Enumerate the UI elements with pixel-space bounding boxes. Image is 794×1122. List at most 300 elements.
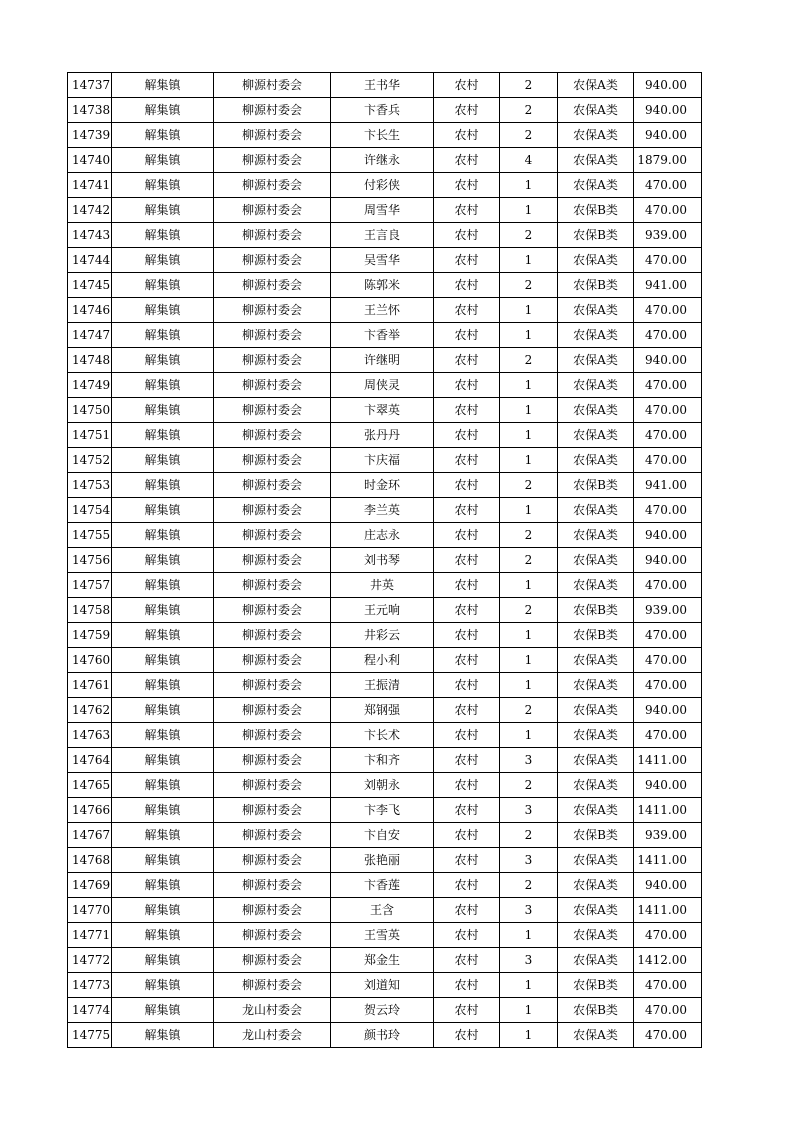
area-type-cell: 农村 [434,823,500,848]
township-cell: 解集镇 [112,773,214,798]
person-name-cell: 程小利 [331,648,434,673]
amount-cell: 1411.00 [634,748,702,773]
table-row [68,698,702,723]
table-row [68,723,702,748]
village-committee-cell: 柳源村委会 [214,548,331,573]
record-id-cell: 14748 [68,348,112,373]
insurance-category-cell: 农保A类 [558,548,634,573]
amount-cell: 1412.00 [634,948,702,973]
amount-cell: 470.00 [634,573,702,598]
household-count-cell: 3 [500,898,558,923]
household-count-cell: 4 [500,148,558,173]
table-row [68,948,702,973]
person-name-cell: 郑钢强 [331,698,434,723]
village-committee-cell: 柳源村委会 [214,948,331,973]
amount-cell: 940.00 [634,523,702,548]
insurance-category-cell: 农保A类 [558,448,634,473]
amount-cell: 470.00 [634,248,702,273]
person-name-cell: 李兰英 [331,498,434,523]
household-count-cell: 1 [500,398,558,423]
person-name-cell: 张艳丽 [331,848,434,873]
person-name-cell: 时金环 [331,473,434,498]
area-type-cell: 农村 [434,523,500,548]
area-type-cell: 农村 [434,848,500,873]
insurance-category-cell: 农保A类 [558,1023,634,1048]
insurance-category-cell: 农保B类 [558,473,634,498]
insurance-category-cell: 农保A类 [558,898,634,923]
area-type-cell: 农村 [434,298,500,323]
household-count-cell: 1 [500,673,558,698]
village-committee-cell: 柳源村委会 [214,348,331,373]
person-name-cell: 庄志永 [331,523,434,548]
record-id-cell: 14740 [68,148,112,173]
village-committee-cell: 龙山村委会 [214,1023,331,1048]
insurance-category-cell: 农保A类 [558,848,634,873]
amount-cell: 470.00 [634,723,702,748]
record-id-cell: 14746 [68,298,112,323]
record-id-cell: 14770 [68,898,112,923]
insurance-category-cell: 农保A类 [558,498,634,523]
person-name-cell: 井彩云 [331,623,434,648]
township-cell: 解集镇 [112,648,214,673]
table-row [68,498,702,523]
table-row [68,623,702,648]
record-id-cell: 14744 [68,248,112,273]
village-committee-cell: 柳源村委会 [214,473,331,498]
village-committee-cell: 柳源村委会 [214,423,331,448]
person-name-cell: 王兰怀 [331,298,434,323]
village-committee-cell: 柳源村委会 [214,398,331,423]
record-id-cell: 14741 [68,173,112,198]
person-name-cell: 刘书琴 [331,548,434,573]
household-count-cell: 1 [500,973,558,998]
household-count-cell: 1 [500,373,558,398]
area-type-cell: 农村 [434,623,500,648]
township-cell: 解集镇 [112,548,214,573]
township-cell: 解集镇 [112,273,214,298]
township-cell: 解集镇 [112,448,214,473]
area-type-cell: 农村 [434,98,500,123]
insurance-category-cell: 农保A类 [558,648,634,673]
household-count-cell: 2 [500,598,558,623]
record-id-cell: 14765 [68,773,112,798]
insurance-category-cell: 农保A类 [558,73,634,98]
table-row [68,598,702,623]
amount-cell: 1411.00 [634,898,702,923]
area-type-cell: 农村 [434,1023,500,1048]
table-body [68,73,702,1048]
amount-cell: 470.00 [634,648,702,673]
household-count-cell: 2 [500,223,558,248]
household-count-cell: 2 [500,473,558,498]
record-id-cell: 14761 [68,673,112,698]
insurance-category-cell: 农保A类 [558,948,634,973]
township-cell: 解集镇 [112,348,214,373]
amount-cell: 940.00 [634,548,702,573]
township-cell: 解集镇 [112,148,214,173]
area-type-cell: 农村 [434,448,500,473]
insurance-category-cell: 农保A类 [558,123,634,148]
area-type-cell: 农村 [434,923,500,948]
household-count-cell: 2 [500,73,558,98]
village-committee-cell: 柳源村委会 [214,273,331,298]
amount-cell: 470.00 [634,198,702,223]
amount-cell: 470.00 [634,998,702,1023]
village-committee-cell: 柳源村委会 [214,923,331,948]
amount-cell: 470.00 [634,623,702,648]
table-row [68,748,702,773]
person-name-cell: 颜书玲 [331,1023,434,1048]
record-id-cell: 14767 [68,823,112,848]
person-name-cell: 卞自安 [331,823,434,848]
household-count-cell: 2 [500,98,558,123]
person-name-cell: 卞长术 [331,723,434,748]
village-committee-cell: 柳源村委会 [214,448,331,473]
table-row [68,173,702,198]
table-row [68,1023,702,1048]
amount-cell: 940.00 [634,698,702,723]
table-row [68,823,702,848]
village-committee-cell: 柳源村委会 [214,248,331,273]
table-row [68,923,702,948]
amount-cell: 939.00 [634,598,702,623]
village-committee-cell: 柳源村委会 [214,848,331,873]
township-cell: 解集镇 [112,198,214,223]
record-id-cell: 14764 [68,748,112,773]
amount-cell: 470.00 [634,373,702,398]
insurance-category-cell: 农保A类 [558,573,634,598]
village-committee-cell: 柳源村委会 [214,598,331,623]
area-type-cell: 农村 [434,873,500,898]
area-type-cell: 农村 [434,148,500,173]
household-count-cell: 1 [500,323,558,348]
record-id-cell: 14766 [68,798,112,823]
insurance-category-cell: 农保B类 [558,623,634,648]
person-name-cell: 卞香莲 [331,873,434,898]
amount-cell: 939.00 [634,823,702,848]
person-name-cell: 陈郭米 [331,273,434,298]
table-row [68,348,702,373]
insurance-category-cell: 农保B类 [558,198,634,223]
area-type-cell: 农村 [434,198,500,223]
area-type-cell: 农村 [434,648,500,673]
table-row [68,448,702,473]
record-id-cell: 14743 [68,223,112,248]
amount-cell: 940.00 [634,98,702,123]
area-type-cell: 农村 [434,498,500,523]
area-type-cell: 农村 [434,723,500,748]
township-cell: 解集镇 [112,248,214,273]
amount-cell: 939.00 [634,223,702,248]
record-id-cell: 14753 [68,473,112,498]
table-row [68,198,702,223]
record-id-cell: 14739 [68,123,112,148]
table-row [68,398,702,423]
township-cell: 解集镇 [112,298,214,323]
township-cell: 解集镇 [112,323,214,348]
insurance-category-cell: 农保A类 [558,748,634,773]
insurance-category-cell: 农保B类 [558,998,634,1023]
insurance-category-cell: 农保A类 [558,798,634,823]
area-type-cell: 农村 [434,548,500,573]
amount-cell: 470.00 [634,448,702,473]
person-name-cell: 卞香举 [331,323,434,348]
household-count-cell: 3 [500,848,558,873]
area-type-cell: 农村 [434,973,500,998]
amount-cell: 470.00 [634,673,702,698]
person-name-cell: 卞香兵 [331,98,434,123]
village-committee-cell: 柳源村委会 [214,623,331,648]
amount-cell: 470.00 [634,423,702,448]
record-id-cell: 14747 [68,323,112,348]
village-committee-cell: 柳源村委会 [214,323,331,348]
village-committee-cell: 柳源村委会 [214,148,331,173]
record-id-cell: 14775 [68,1023,112,1048]
amount-cell: 470.00 [634,323,702,348]
village-committee-cell: 柳源村委会 [214,723,331,748]
township-cell: 解集镇 [112,1023,214,1048]
insurance-category-cell: 农保A类 [558,398,634,423]
township-cell: 解集镇 [112,398,214,423]
township-cell: 解集镇 [112,973,214,998]
record-id-cell: 14742 [68,198,112,223]
record-id-cell: 14762 [68,698,112,723]
table-row [68,773,702,798]
table-row [68,98,702,123]
record-id-cell: 14774 [68,998,112,1023]
amount-cell: 941.00 [634,273,702,298]
household-count-cell: 1 [500,998,558,1023]
township-cell: 解集镇 [112,623,214,648]
area-type-cell: 农村 [434,273,500,298]
household-count-cell: 2 [500,348,558,373]
area-type-cell: 农村 [434,223,500,248]
insurance-category-cell: 农保A类 [558,698,634,723]
township-cell: 解集镇 [112,73,214,98]
amount-cell: 940.00 [634,348,702,373]
township-cell: 解集镇 [112,823,214,848]
village-committee-cell: 柳源村委会 [214,373,331,398]
household-count-cell: 1 [500,298,558,323]
insurance-category-cell: 农保A类 [558,173,634,198]
person-name-cell: 许继永 [331,148,434,173]
area-type-cell: 农村 [434,698,500,723]
record-id-cell: 14759 [68,623,112,648]
village-committee-cell: 柳源村委会 [214,748,331,773]
household-count-cell: 1 [500,248,558,273]
household-count-cell: 3 [500,798,558,823]
village-committee-cell: 柳源村委会 [214,973,331,998]
township-cell: 解集镇 [112,998,214,1023]
area-type-cell: 农村 [434,473,500,498]
table-row [68,848,702,873]
table-row [68,648,702,673]
person-name-cell: 卞和齐 [331,748,434,773]
person-name-cell: 卞庆福 [331,448,434,473]
household-count-cell: 2 [500,698,558,723]
insurance-category-cell: 农保A类 [558,148,634,173]
township-cell: 解集镇 [112,373,214,398]
village-committee-cell: 柳源村委会 [214,298,331,323]
area-type-cell: 农村 [434,748,500,773]
household-count-cell: 1 [500,498,558,523]
area-type-cell: 农村 [434,673,500,698]
amount-cell: 1879.00 [634,148,702,173]
insurance-category-cell: 农保A类 [558,423,634,448]
amount-cell: 940.00 [634,123,702,148]
record-id-cell: 14763 [68,723,112,748]
area-type-cell: 农村 [434,898,500,923]
person-name-cell: 王书华 [331,73,434,98]
record-id-cell: 14745 [68,273,112,298]
table-row [68,673,702,698]
person-name-cell: 王含 [331,898,434,923]
table-row [68,873,702,898]
township-cell: 解集镇 [112,173,214,198]
table-row [68,898,702,923]
amount-cell: 470.00 [634,923,702,948]
township-cell: 解集镇 [112,748,214,773]
record-id-cell: 14749 [68,373,112,398]
area-type-cell: 农村 [434,948,500,973]
amount-cell: 470.00 [634,1023,702,1048]
insurance-category-cell: 农保A类 [558,373,634,398]
household-count-cell: 1 [500,423,558,448]
township-cell: 解集镇 [112,598,214,623]
person-name-cell: 郑金生 [331,948,434,973]
person-name-cell: 王雪英 [331,923,434,948]
insurance-category-cell: 农保A类 [558,923,634,948]
record-id-cell: 14758 [68,598,112,623]
table-row [68,73,702,98]
household-count-cell: 2 [500,873,558,898]
record-id-cell: 14755 [68,523,112,548]
household-count-cell: 1 [500,623,558,648]
township-cell: 解集镇 [112,873,214,898]
record-id-cell: 14751 [68,423,112,448]
village-committee-cell: 龙山村委会 [214,998,331,1023]
table-row [68,148,702,173]
insurance-category-cell: 农保B类 [558,273,634,298]
household-count-cell: 3 [500,748,558,773]
village-committee-cell: 柳源村委会 [214,73,331,98]
table-row [68,473,702,498]
record-id-cell: 14737 [68,73,112,98]
township-cell: 解集镇 [112,223,214,248]
insurance-category-cell: 农保A类 [558,523,634,548]
household-count-cell: 1 [500,648,558,673]
insurance-category-cell: 农保B类 [558,973,634,998]
insurance-category-cell: 农保A类 [558,98,634,123]
township-cell: 解集镇 [112,98,214,123]
township-cell: 解集镇 [112,848,214,873]
amount-cell: 470.00 [634,973,702,998]
household-count-cell: 3 [500,948,558,973]
table-row [68,123,702,148]
amount-cell: 1411.00 [634,798,702,823]
record-id-cell: 14738 [68,98,112,123]
township-cell: 解集镇 [112,423,214,448]
area-type-cell: 农村 [434,598,500,623]
village-committee-cell: 柳源村委会 [214,498,331,523]
record-id-cell: 14756 [68,548,112,573]
area-type-cell: 农村 [434,348,500,373]
area-type-cell: 农村 [434,73,500,98]
township-cell: 解集镇 [112,948,214,973]
township-cell: 解集镇 [112,123,214,148]
person-name-cell: 王言良 [331,223,434,248]
record-id-cell: 14760 [68,648,112,673]
roster-table [67,72,702,1048]
area-type-cell: 农村 [434,123,500,148]
village-committee-cell: 柳源村委会 [214,523,331,548]
person-name-cell: 贺云玲 [331,998,434,1023]
insurance-category-cell: 农保A类 [558,873,634,898]
amount-cell: 940.00 [634,873,702,898]
person-name-cell: 卞李飞 [331,798,434,823]
person-name-cell: 卞翠英 [331,398,434,423]
insurance-category-cell: 农保A类 [558,673,634,698]
township-cell: 解集镇 [112,498,214,523]
village-committee-cell: 柳源村委会 [214,673,331,698]
area-type-cell: 农村 [434,373,500,398]
table-row [68,523,702,548]
person-name-cell: 刘朝永 [331,773,434,798]
insurance-category-cell: 农保A类 [558,248,634,273]
township-cell: 解集镇 [112,898,214,923]
household-count-cell: 1 [500,198,558,223]
insurance-category-cell: 农保A类 [558,323,634,348]
township-cell: 解集镇 [112,798,214,823]
record-id-cell: 14772 [68,948,112,973]
table-row [68,998,702,1023]
insurance-category-cell: 农保B类 [558,823,634,848]
amount-cell: 470.00 [634,398,702,423]
insurance-category-cell: 农保B类 [558,598,634,623]
area-type-cell: 农村 [434,998,500,1023]
household-count-cell: 1 [500,448,558,473]
table-row [68,373,702,398]
township-cell: 解集镇 [112,923,214,948]
village-committee-cell: 柳源村委会 [214,98,331,123]
household-count-cell: 1 [500,573,558,598]
amount-cell: 470.00 [634,298,702,323]
village-committee-cell: 柳源村委会 [214,173,331,198]
table-row [68,273,702,298]
person-name-cell: 周雪华 [331,198,434,223]
insurance-category-cell: 农保A类 [558,298,634,323]
area-type-cell: 农村 [434,423,500,448]
person-name-cell: 吴雪华 [331,248,434,273]
village-committee-cell: 柳源村委会 [214,223,331,248]
household-count-cell: 1 [500,723,558,748]
village-committee-cell: 柳源村委会 [214,798,331,823]
person-name-cell: 许继明 [331,348,434,373]
village-committee-cell: 柳源村委会 [214,773,331,798]
household-count-cell: 1 [500,923,558,948]
household-count-cell: 2 [500,523,558,548]
township-cell: 解集镇 [112,573,214,598]
area-type-cell: 农村 [434,323,500,348]
table-row [68,248,702,273]
village-committee-cell: 柳源村委会 [214,123,331,148]
person-name-cell: 刘道知 [331,973,434,998]
area-type-cell: 农村 [434,398,500,423]
area-type-cell: 农村 [434,248,500,273]
table-row [68,973,702,998]
area-type-cell: 农村 [434,773,500,798]
insurance-category-cell: 农保B类 [558,223,634,248]
